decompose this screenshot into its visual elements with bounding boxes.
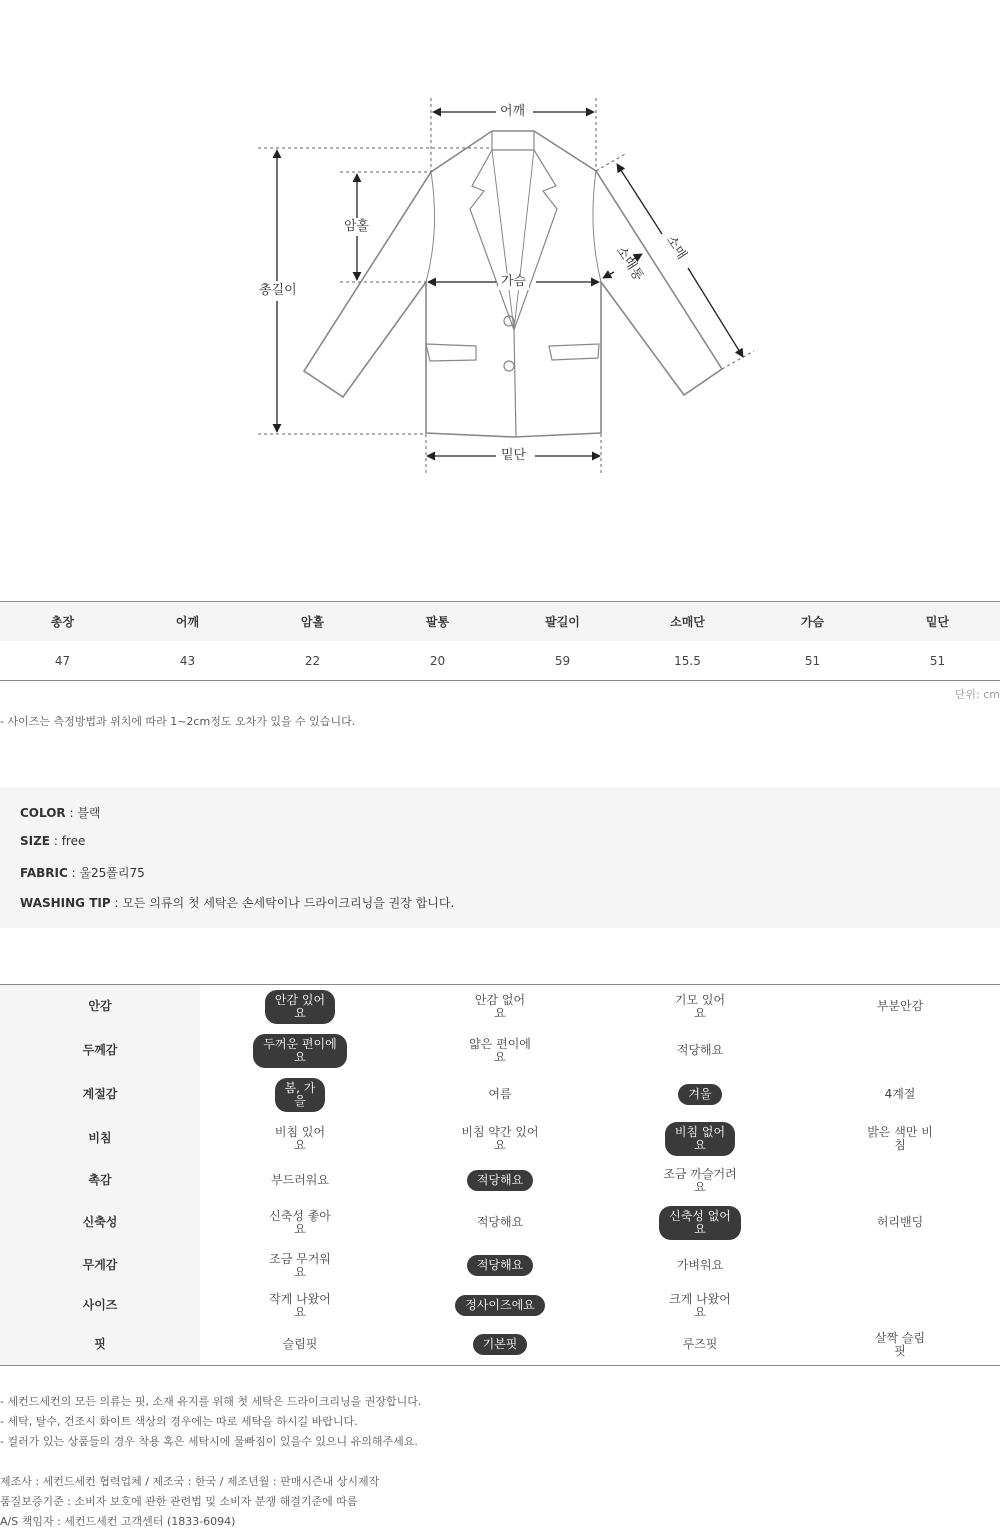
feature-option: 밝은 색만 비 침 <box>867 1124 933 1152</box>
feature-row <box>0 1287 1000 1325</box>
feature-option-cell <box>400 1201 600 1245</box>
feature-option: 적당해요 <box>676 1043 724 1057</box>
washing-row <box>20 894 454 911</box>
feature-option: 슬림핏 <box>282 1337 318 1352</box>
feature-option-selected: 안감 있어 요 <box>265 990 335 1024</box>
sleeve-label: 소매 <box>660 231 690 266</box>
size-value: : free <box>50 834 86 848</box>
feature-option-cell <box>800 1287 1000 1325</box>
feature-option-cell <box>200 1161 400 1201</box>
feature-option-cell <box>600 1245 800 1287</box>
size-value: 51 <box>875 641 1000 681</box>
size-table-row <box>0 641 1000 681</box>
feature-option-cell <box>200 1073 400 1117</box>
feature-option-cell <box>400 1117 600 1161</box>
feature-option-selected: 기본핏 <box>473 1334 528 1355</box>
feature-option-cell <box>200 1117 400 1161</box>
size-header: 팔통 <box>375 602 500 642</box>
feature-option: 부드러워요 <box>271 1173 329 1187</box>
size-header: 가슴 <box>750 602 875 642</box>
feature-option: 루즈핏 <box>682 1337 718 1352</box>
feature-row <box>0 1245 1000 1287</box>
feature-option-selected: 두꺼운 편이에 요 <box>253 1034 346 1068</box>
feature-name: 두께감 <box>0 1029 200 1073</box>
size-note: - 사이즈는 측정방법과 위치에 따라 1~2cm정도 오차가 있을 수 있습니다. <box>0 715 356 728</box>
color-value: : 블랙 <box>65 806 101 820</box>
feature-name: 무게감 <box>0 1245 200 1287</box>
size-header: 암홀 <box>250 602 375 642</box>
feature-name: 사이즈 <box>0 1287 200 1325</box>
feature-option: 안감 없어 요 <box>474 992 526 1020</box>
feature-name: 안감 <box>0 985 200 1029</box>
feature-option-selected: 겨울 <box>678 1084 721 1105</box>
size-value: 15.5 <box>625 641 750 681</box>
color-row <box>20 804 101 821</box>
size-value: 59 <box>500 641 625 681</box>
sleeve-width-label: 소매통 <box>612 243 646 284</box>
feature-option: 여름 <box>488 1087 512 1101</box>
size-header: 팔길이 <box>500 602 625 642</box>
feature-name: 계절감 <box>0 1073 200 1117</box>
feature-option: 작게 나왔어 요 <box>269 1291 331 1319</box>
feature-option: 가벼워요 <box>676 1258 724 1272</box>
feature-option-cell <box>400 1287 600 1325</box>
feature-row <box>0 1201 1000 1245</box>
hem-label: 밑단 <box>498 448 529 464</box>
feature-option: 기모 있어 요 <box>674 992 726 1020</box>
feature-option: 조금 까슬거려 요 <box>663 1166 737 1194</box>
size-label: SIZE <box>20 834 51 848</box>
feature-option-cell <box>200 1029 400 1073</box>
size-value: 20 <box>375 641 500 681</box>
fabric-label: FABRIC <box>20 866 68 880</box>
feature-name: 촉감 <box>0 1161 200 1201</box>
feature-row <box>0 1073 1000 1117</box>
feature-option-cell <box>400 1325 600 1366</box>
feature-row <box>0 1029 1000 1073</box>
feature-name: 신축성 <box>0 1201 200 1245</box>
feature-option-selected: 적당해요 <box>467 1255 533 1276</box>
size-table <box>0 601 1000 681</box>
feature-row <box>0 1325 1000 1366</box>
maker-info: 제조사 : 세컨드세컨 협력업체 / 제조국 : 한국 / 제조년월 : 판매시즌내 상시제작 <box>0 1475 380 1488</box>
size-table-header-row <box>0 602 1000 642</box>
size-value: 51 <box>750 641 875 681</box>
feature-option: 4계절 <box>884 1087 916 1101</box>
size-value: 22 <box>250 641 375 681</box>
feature-option: 얇은 편이에 요 <box>469 1036 531 1064</box>
feature-option-cell <box>400 985 600 1029</box>
armhole-label: 암홀 <box>341 219 372 235</box>
feature-option-cell <box>800 1325 1000 1366</box>
feature-option-cell <box>800 1161 1000 1201</box>
feature-option: 신축성 좋아 요 <box>269 1208 331 1236</box>
feature-option-cell <box>800 1029 1000 1073</box>
size-header: 밑단 <box>875 602 1000 642</box>
feature-option: 허리밴딩 <box>876 1215 924 1229</box>
feature-option-cell <box>600 1287 800 1325</box>
feature-row <box>0 985 1000 1029</box>
care-note-2: - 세탁, 탈수, 건조시 화이트 색상의 경우에는 따로 세탁을 하시길 바랍니다. <box>0 1415 358 1428</box>
feature-option-selected: 봄, 가 을 <box>275 1078 326 1112</box>
fabric-row <box>20 864 145 881</box>
size-value: 47 <box>0 641 125 681</box>
total-length-label: 총길이 <box>256 283 300 299</box>
feature-name: 핏 <box>0 1325 200 1366</box>
unit-label: 단위: cm <box>954 688 1000 701</box>
feature-option-cell <box>200 1325 400 1366</box>
size-diagram <box>0 0 1000 560</box>
feature-option: 부분안감 <box>876 999 924 1014</box>
feature-option-cell <box>600 1161 800 1201</box>
feature-option-selected: 신축성 없어 요 <box>659 1206 741 1240</box>
feature-option-cell <box>800 1073 1000 1117</box>
chest-label: 가슴 <box>498 274 529 290</box>
feature-name: 비침 <box>0 1117 200 1161</box>
feature-option-cell <box>400 1245 600 1287</box>
product-info-box <box>0 787 1000 928</box>
feature-option-cell <box>800 1117 1000 1161</box>
shoulder-label: 어깨 <box>497 104 528 120</box>
size-header: 어깨 <box>125 602 250 642</box>
feature-option-cell <box>800 985 1000 1029</box>
feature-row <box>0 1161 1000 1201</box>
feature-option-selected: 비침 없어 요 <box>665 1122 735 1156</box>
feature-option: 적당해요 <box>476 1215 524 1229</box>
feature-option-cell <box>800 1201 1000 1245</box>
warranty-info: 품질보증기준 : 소비자 보호에 관한 관련법 및 소비자 분쟁 해결기준에 따름 <box>0 1495 358 1508</box>
feature-option-cell <box>400 1029 600 1073</box>
feature-option-cell <box>200 1245 400 1287</box>
feature-option-cell <box>600 1325 800 1366</box>
feature-option-cell <box>800 1245 1000 1287</box>
care-note-1: - 세컨드세컨의 모든 의류는 핏, 소재 유지를 위해 첫 세탁은 드라이크리닝을 권장합니다. <box>0 1395 422 1408</box>
feature-option-cell <box>600 1201 800 1245</box>
feature-option: 크게 나왔어 요 <box>669 1291 731 1319</box>
size-header: 총장 <box>0 602 125 642</box>
care-note-3: - 컬러가 있는 상품들의 경우 착용 혹은 세탁시에 물빠짐이 있을수 있으니 유의해주세요. <box>0 1435 418 1448</box>
feature-option: 비침 약간 있어 요 <box>461 1124 539 1152</box>
feature-option-selected: 정사이즈에요 <box>455 1295 545 1316</box>
feature-option: 살짝 슬림 핏 <box>874 1330 926 1358</box>
feature-option-cell <box>200 1287 400 1325</box>
feature-option-cell <box>400 1161 600 1201</box>
feature-option-cell <box>600 1029 800 1073</box>
size-value: 43 <box>125 641 250 681</box>
feature-option-cell <box>200 985 400 1029</box>
fabric-value: : 울25폴리75 <box>67 866 145 880</box>
feature-option-cell <box>200 1201 400 1245</box>
feature-option-cell <box>600 985 800 1029</box>
washing-value: : 모든 의류의 첫 세탁은 손세탁이나 드라이크리닝을 권장 합니다. <box>110 896 455 910</box>
feature-option-cell <box>600 1117 800 1161</box>
washing-label: WASHING TIP <box>20 896 111 910</box>
size-row <box>20 834 85 848</box>
as-info: A/S 책임자 : 세컨드세컨 고객센터 (1833-6094) <box>0 1515 236 1528</box>
feature-option: 조금 무거워 요 <box>269 1251 331 1279</box>
feature-option-cell <box>600 1073 800 1117</box>
feature-row <box>0 1117 1000 1161</box>
feature-option: 비침 있어 요 <box>274 1124 326 1152</box>
color-label: COLOR <box>20 806 66 820</box>
feature-option-selected: 적당해요 <box>467 1170 533 1191</box>
feature-table <box>0 984 1000 1366</box>
feature-option-cell <box>400 1073 600 1117</box>
size-header: 소매단 <box>625 602 750 642</box>
